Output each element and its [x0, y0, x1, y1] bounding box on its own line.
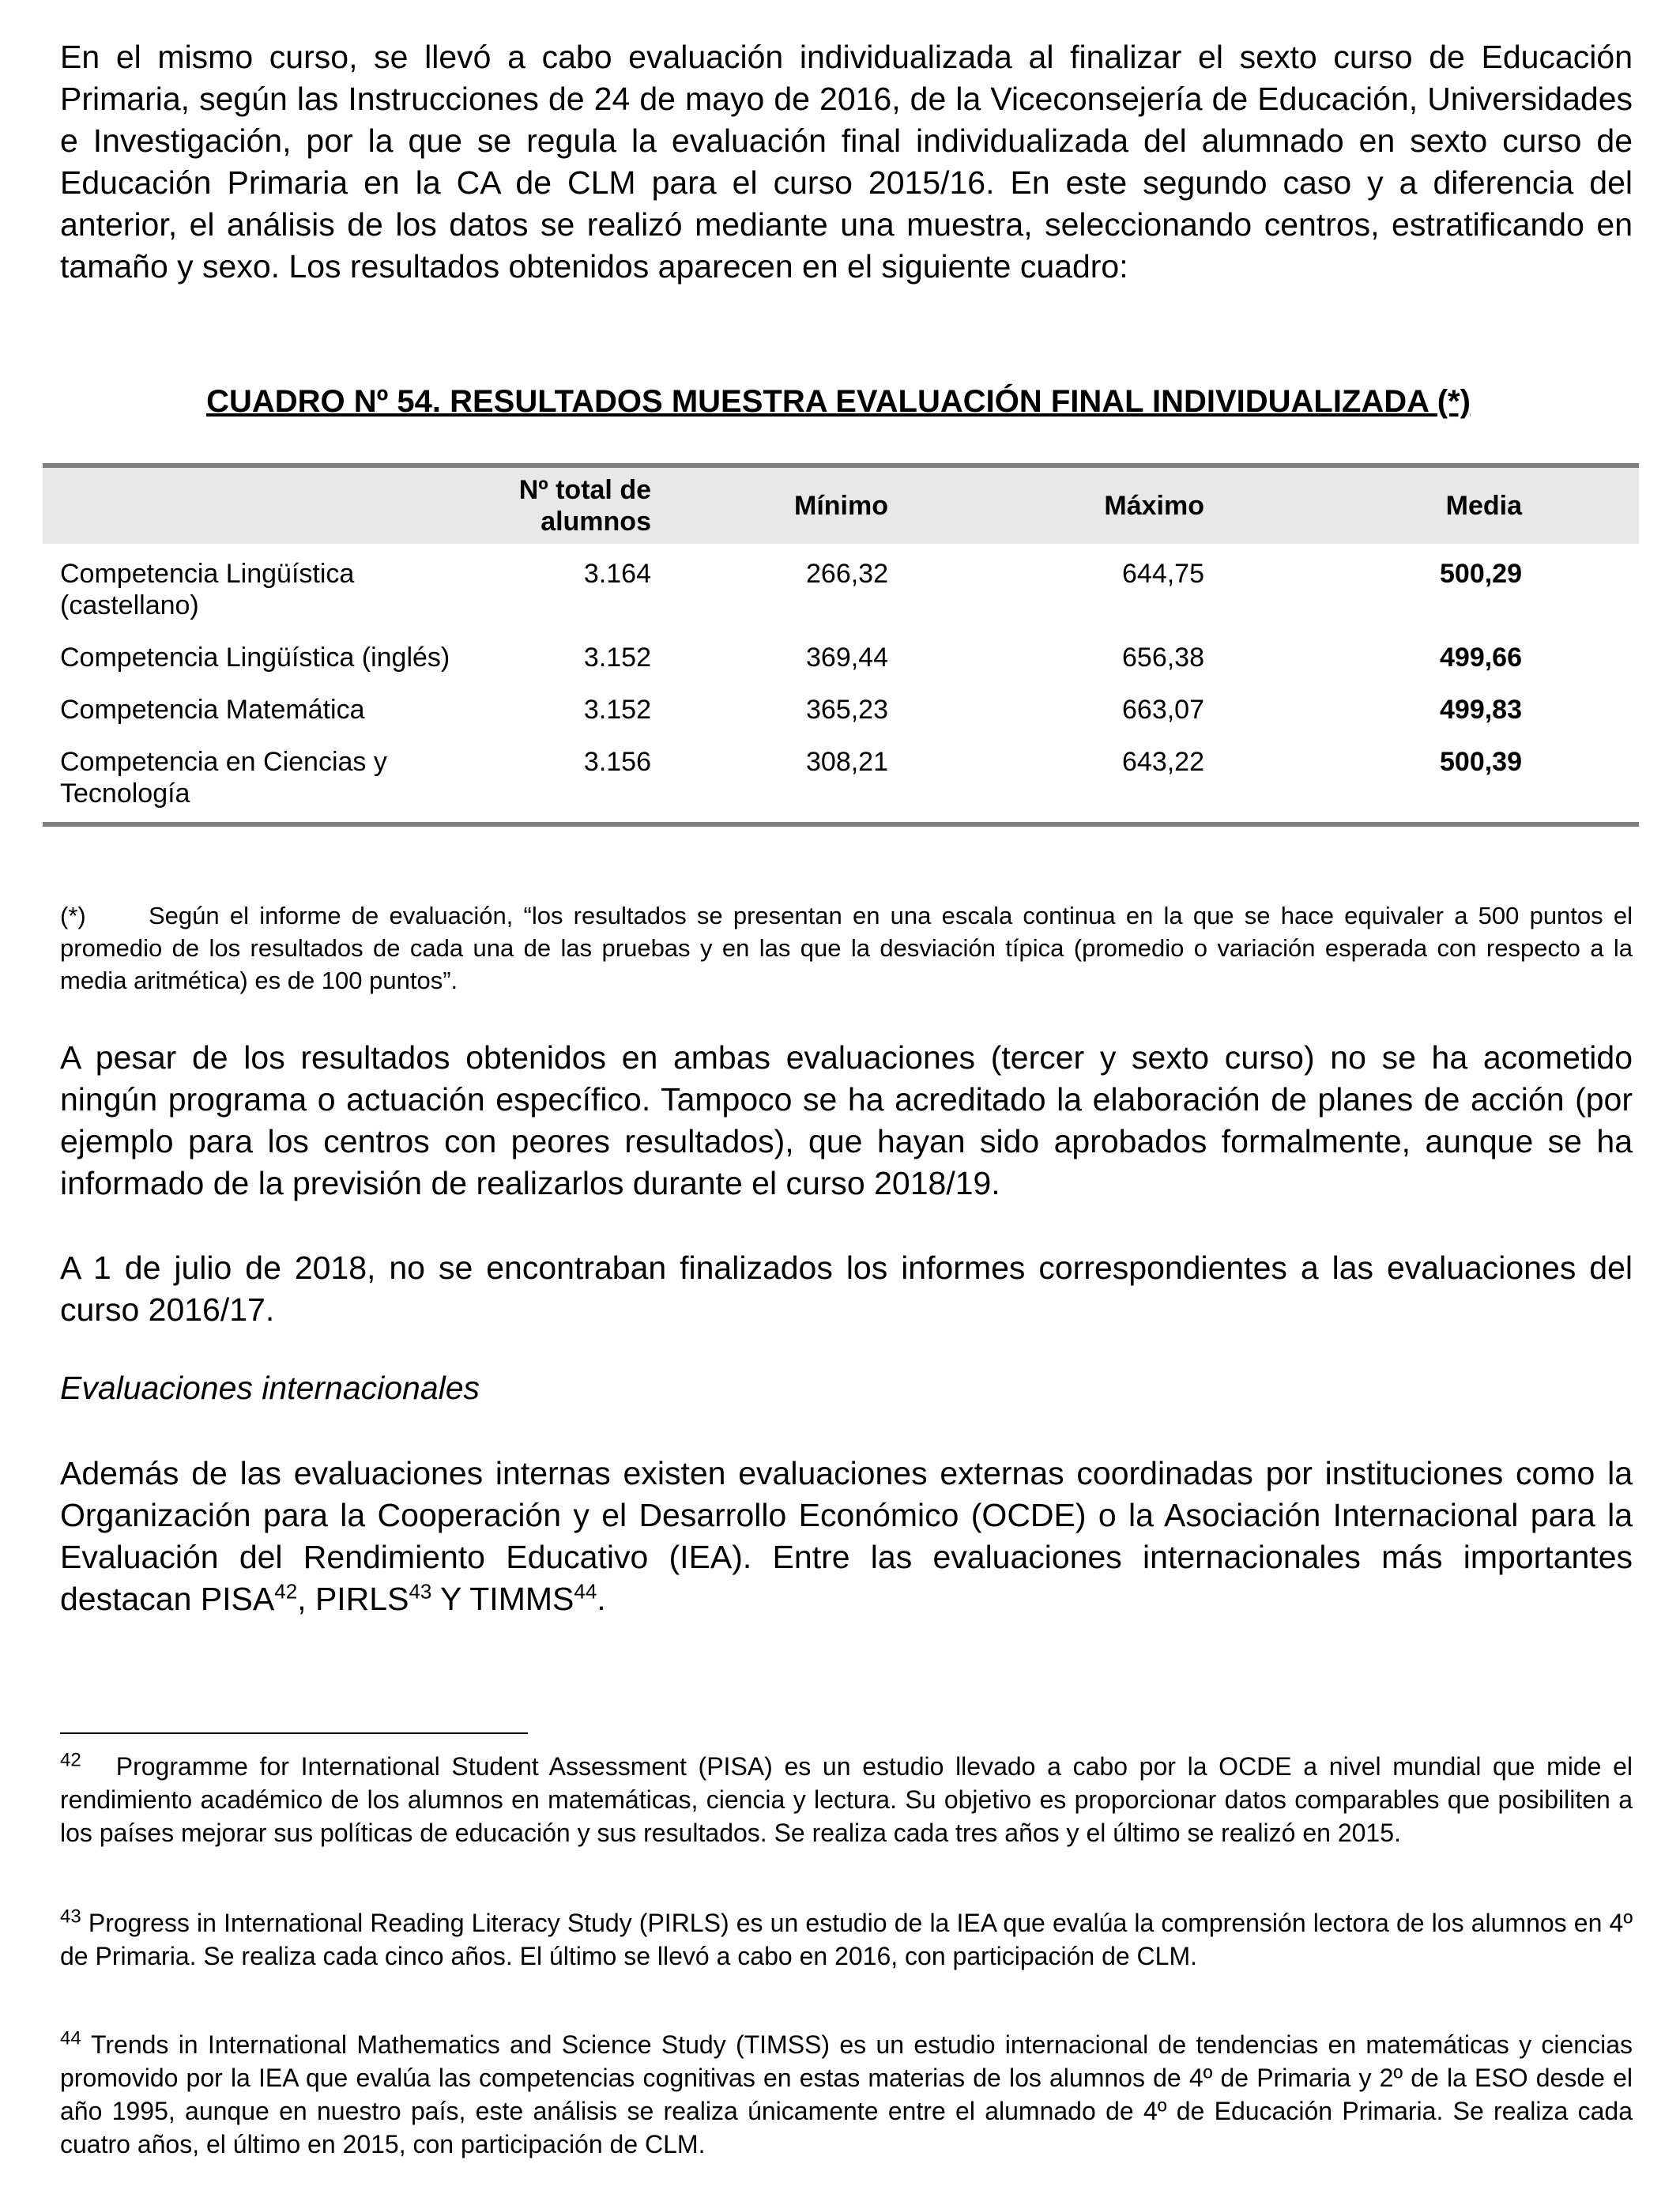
cell-max: 644,75	[1122, 559, 1204, 589]
cell-min: 369,44	[806, 643, 888, 673]
cell-total: 3.156	[583, 747, 651, 777]
cell-media: 499,66	[1440, 643, 1522, 673]
cell-total: 3.164	[583, 559, 651, 589]
header-media: Media	[1445, 491, 1522, 521]
row-label: Competencia Matemática	[60, 695, 365, 725]
cell-min: 365,23	[806, 695, 888, 725]
footnote-separator	[60, 1732, 528, 1734]
p4-end: .	[597, 1581, 606, 1617]
row-label: Competencia en Ciencias y Tecnología	[60, 747, 387, 809]
results-table	[43, 463, 1639, 827]
header-min: Mínimo	[794, 491, 888, 521]
table-note-text: Según el informe de evaluación, “los resultados se presentan en una escala continua en la que se hace equivaler a 500 puntos el promedio de los resultados de cada una de las pruebas y en las que la desviación típica (promedio o variación esperada con respecto a la media aritmética) es de 100 puntos”.	[60, 902, 1633, 994]
cell-min: 266,32	[806, 559, 888, 589]
footnote-44	[60, 2028, 1633, 2161]
cell-media: 500,29	[1440, 559, 1522, 589]
paragraph-international	[60, 1453, 1633, 1620]
header-total: Nº total de alumnos	[518, 475, 651, 537]
table-title: CUADRO Nº 54. RESULTADOS MUESTRA EVALUACIÓN FINAL INDIVIDUALIZADA (*)	[206, 384, 1471, 419]
cell-min: 308,21	[806, 747, 888, 777]
p4-mid1: , PIRLS	[297, 1581, 409, 1617]
cell-total: 3.152	[583, 695, 651, 725]
footnote-ref-44[interactable]: 44	[574, 1579, 597, 1604]
row-label: Competencia Lingüística (castellano)	[60, 559, 355, 620]
cell-max: 663,07	[1122, 695, 1204, 725]
footnote-text: Programme for International Student Assessment (PISA) es un estudio llevado a cabo por la OCDE a nivel mundial que mide el rendimiento académico de los alumnos en matemáticas, ciencia y lectura. Su objetivo es proporcionar datos comparables que posibiliten a los países mejorar sus políticas de educación y sus resultados. Se realiza cada tres años y el último se realizó en 2015.	[60, 1752, 1633, 1847]
footnote-42	[60, 1750, 1633, 1849]
footnote-43	[60, 1906, 1633, 1973]
cell-media: 499,83	[1440, 695, 1522, 725]
paragraph-actions: A pesar de los resultados obtenidos en ambas evaluaciones (tercer y sexto curso) no se ha acometido ningún programa o actuación específico. Tampoco se ha acreditado la elaboración de planes de acción (por ejemplo para los centros con peores resultados), que hayan sido aprobados formalmente, aunque se ha informado de la previsión de realizarlos durante el curso 2018/19.	[60, 1039, 1633, 1201]
cell-max: 656,38	[1122, 643, 1204, 673]
cell-max: 643,22	[1122, 747, 1204, 777]
table-note-mark: (*)	[60, 902, 86, 929]
footnote-ref-43[interactable]: 43	[409, 1579, 432, 1604]
footnote-text: Progress in International Reading Literacy Study (PIRLS) es un estudio de la IEA que evalúa la comprensión lectora de los alumnos en 4º de Primaria. Se realiza cada cinco años. El último se llevó a cabo en 2016, con participación de CLM.	[60, 1909, 1633, 1970]
row-label: Competencia Lingüística (inglés)	[60, 643, 450, 673]
table-note	[60, 899, 1633, 997]
footnote-number: 43	[60, 1906, 81, 1928]
header-max: Máximo	[1104, 491, 1204, 521]
table-row	[43, 726, 1639, 824]
paragraph-intro: En el mismo curso, se llevó a cabo evaluación individualizada al finalizar el sexto curso de Educación Primaria, según las Instrucciones de 24 de mayo de 2016, de la Viceconsejería de Educación, Universidades e Investigación, por la que se regula la evaluación final individualizada del alumnado en sexto curso de Educación Primaria en la CA de CLM para el curso 2015/16. En este segundo caso y a diferencia del anterior, el análisis de los datos se realizó mediante una muestra, seleccionando centros, estratificando en tamaño y sexo. Los resultados obtenidos aparecen en el siguiente cuadro:	[60, 39, 1633, 285]
paragraph-reports: A 1 de julio de 2018, no se encontraban finalizados los informes correspondientes a las evaluaciones del curso 2016/17.	[60, 1250, 1633, 1328]
footnote-ref-42[interactable]: 42	[274, 1579, 298, 1604]
footnote-number: 44	[60, 2027, 81, 2049]
table-row	[43, 621, 1639, 673]
header-label	[43, 466, 454, 544]
footnote-number: 42	[60, 1749, 81, 1771]
cell-total: 3.152	[583, 643, 651, 673]
table-header-row	[43, 466, 1639, 544]
table-row	[43, 544, 1639, 621]
cell-media: 500,39	[1440, 747, 1522, 777]
section-subheading: Evaluaciones internacionales	[60, 1370, 480, 1406]
p4-text: Además de las evaluaciones internas existen evaluaciones externas coordinadas por instituciones como la Organización para la Cooperación y el Desarrollo Económico (OCDE) o la Asociación Internacional para la Evaluación del Rendimiento Educativo (IEA). Entre las evaluaciones internacionales más importantes destacan PISA	[60, 1455, 1633, 1617]
table-row	[43, 673, 1639, 726]
footnote-text: Trends in International Mathematics and Science Study (TIMSS) es un estudio internacional de tendencias en matemáticas y ciencias promovido por la IEA que evalúa las competencias cognitivas en estas materias de los alumnos de 4º de Primaria y 2º de la ESO desde el año 1995, aunque en nuestro país, este análisis se realiza únicamente entre el alumnado de 4º de Educación Primaria. Se realiza cada cuatro años, el último en 2015, con participación de CLM.	[60, 2030, 1633, 2158]
p4-mid2: Y TIMMS	[431, 1581, 574, 1617]
